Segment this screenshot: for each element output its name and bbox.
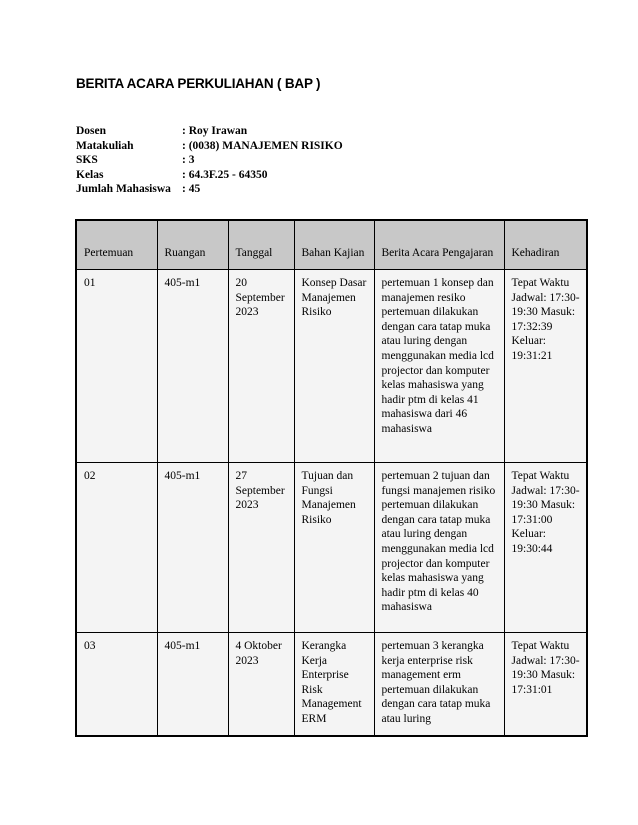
table-row [76, 463, 587, 633]
cell-pertemuan: 03 [76, 633, 157, 737]
info-row-kelas [76, 168, 343, 183]
cell-tanggal: 20 September 2023 [228, 270, 294, 463]
document-title: BERITA ACARA PERKULIAHAN ( BAP ) [76, 76, 321, 91]
info-value: : Roy Irawan [182, 125, 248, 137]
info-label: Jumlah Mahasiswa [76, 183, 171, 196]
info-label: Dosen [76, 125, 107, 137]
header-bahan-kajian: Bahan Kajian [294, 220, 374, 270]
info-label: Matakuliah [76, 139, 134, 152]
cell-berita-acara: pertemuan 1 konsep dan manajemen resiko pertemuan dilakukan dengan cara tatap muka atau luring dengan menggunakan media lcd projector dan komputer kelas mahasiswa yang hadir ptm di kelas 41 mahasiswa dari 46 mahasiswa [374, 270, 504, 463]
cell-ruangan: 405-m1 [157, 463, 228, 633]
bap-table [75, 219, 588, 737]
course-info [76, 124, 343, 197]
info-value: : 3 [182, 154, 195, 167]
header-pertemuan: Pertemuan [76, 220, 157, 270]
cell-berita-acara: pertemuan 2 tujuan dan fungsi manajemen risiko pertemuan dilakukan dengan cara tatap muka atau luring dengan menggunakan media lcd projector dan komputer kelas mahasiswa yang hadir ptm di kelas 40 mahasiswa [374, 463, 504, 633]
info-row-sks [76, 153, 343, 168]
info-value: : 64.3F.25 - 64350 [182, 168, 268, 181]
cell-berita-acara: pertemuan 3 kerangka kerja enterprise risk management erm pertemuan dilakukan dengan cara tatap muka atau luring [374, 633, 504, 737]
header-berita-acara: Berita Acara Pengajaran [374, 220, 504, 270]
cell-ruangan: 405-m1 [157, 270, 228, 463]
info-label: SKS [76, 154, 98, 167]
info-value: : 45 [182, 183, 201, 196]
info-row-matakuliah [76, 139, 343, 154]
cell-tanggal: 27 September 2023 [228, 463, 294, 633]
header-tanggal: Tanggal [228, 220, 294, 270]
cell-pertemuan: 01 [76, 270, 157, 463]
info-label: Kelas [76, 168, 104, 181]
info-row-dosen [76, 124, 343, 139]
cell-tanggal: 4 Oktober 2023 [228, 633, 294, 737]
cell-bahan-kajian: Kerangka Kerja Enterprise Risk Management ERM [294, 633, 374, 737]
header-kehadiran: Kehadiran [504, 220, 587, 270]
cell-bahan-kajian: Konsep Dasar Manajemen Risiko [294, 270, 374, 463]
table-header-row [76, 220, 587, 270]
table-row [76, 270, 587, 463]
cell-pertemuan: 02 [76, 463, 157, 633]
info-row-jumlah-mahasiswa [76, 182, 343, 197]
info-value: : (0038) MANAJEMEN RISIKO [182, 139, 343, 152]
cell-kehadiran: Tepat Waktu Jadwal: 17:30-19:30 Masuk: 17:31:00 Keluar: 19:30:44 [504, 463, 587, 633]
header-ruangan: Ruangan [157, 220, 228, 270]
cell-bahan-kajian: Tujuan dan Fungsi Manajemen Risiko [294, 463, 374, 633]
cell-kehadiran: Tepat Waktu Jadwal: 17:30-19:30 Masuk: 17:32:39 Keluar: 19:31:21 [504, 270, 587, 463]
cell-kehadiran: Tepat Waktu Jadwal: 17:30-19:30 Masuk: 17:31:01 [504, 633, 587, 737]
cell-ruangan: 405-m1 [157, 633, 228, 737]
table-row [76, 633, 587, 737]
